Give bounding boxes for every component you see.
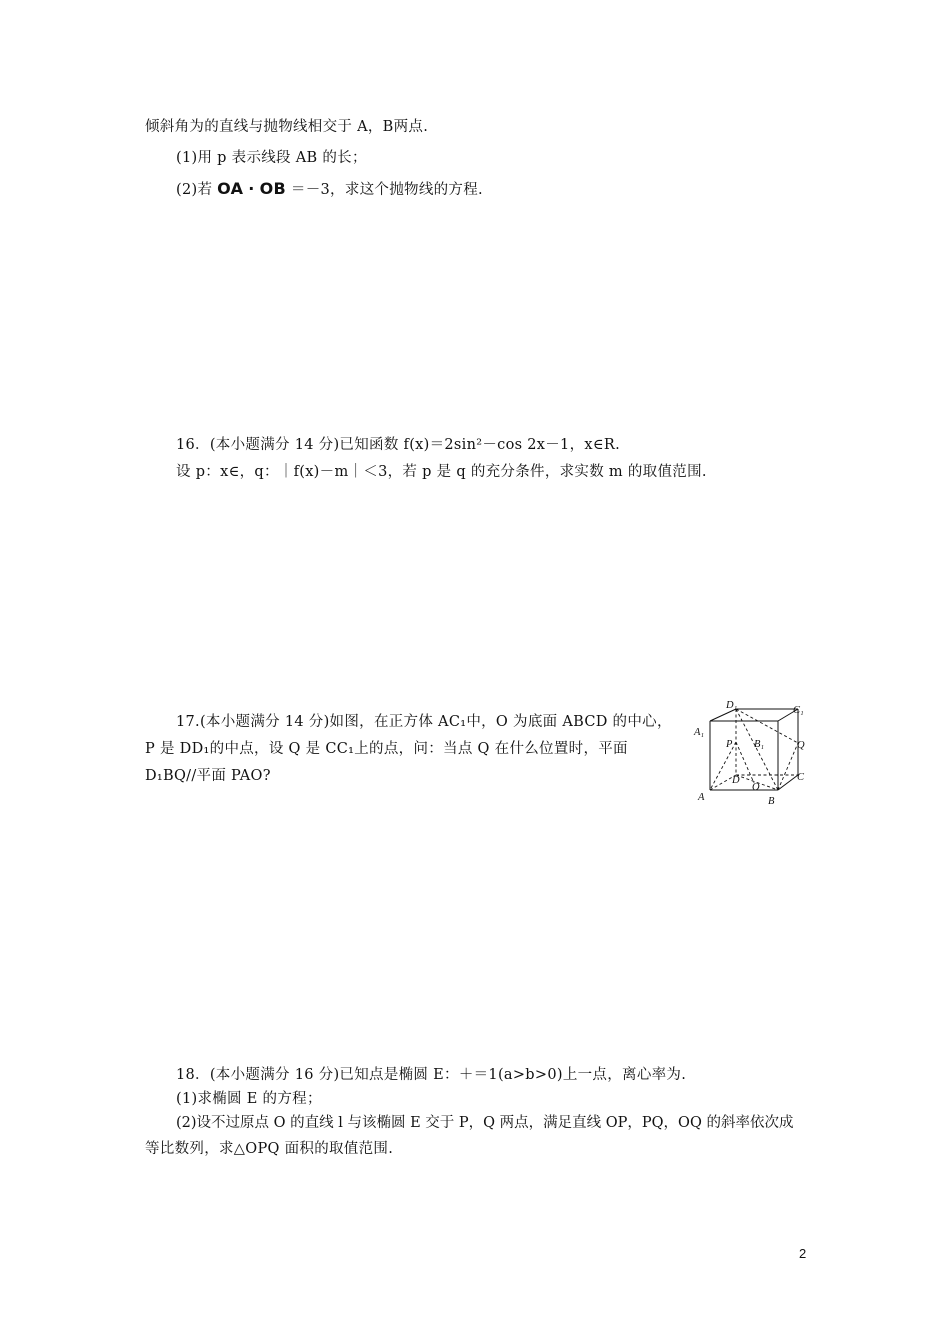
cube-figure	[690, 695, 815, 810]
label-d: D	[732, 775, 740, 786]
page-number: 2	[799, 1246, 807, 1261]
dot-product-symbol: ·	[248, 179, 255, 198]
label-b: B	[768, 796, 775, 807]
q15-part2-suffix: ＝－3，求这个抛物线的方程.	[290, 182, 483, 198]
label-q: Q	[797, 740, 805, 751]
q18-line2: (1)求椭圆 E 的方程；	[176, 1091, 322, 1107]
q15-part2	[176, 180, 483, 199]
q15-part2-prefix: (2)若	[176, 182, 213, 198]
label-c1: C₁	[793, 705, 804, 716]
label-c: C	[797, 772, 805, 783]
label-d1: D₁	[726, 700, 738, 711]
q16-line2: 设 p：x∈，q：｜f(x)－m｜＜3，若 p 是 q 的充分条件，求实数 m 的取值范围.	[176, 464, 707, 480]
label-b1: B₁	[754, 739, 765, 750]
vector-oa: OA	[217, 179, 244, 198]
label-o: O	[752, 782, 760, 793]
q18-line3: (2)设不过原点 O 的直线 l 与该椭圆 E 交于 P，Q 两点，满足直线 OP，PQ，OQ 的斜率依次成	[176, 1115, 794, 1131]
label-a1: A₁	[694, 727, 705, 738]
vector-ob: OB	[259, 179, 286, 198]
q17-line3: D₁BQ//平面 PAO?	[145, 768, 271, 784]
q16-line1: 16．(本小题满分 14 分)已知函数 f(x)＝2sin²－cos 2x－1，x∈R.	[176, 437, 621, 453]
q17-line2: P 是 DD₁的中点，设 Q 是 CC₁上的点，问：当点 Q 在什么位置时，平面	[145, 741, 628, 757]
q17-line1: 17.(本小题满分 14 分)如图，在正方体 AC₁中，O 为底面 ABCD 的中心，	[176, 714, 672, 730]
label-a: A	[698, 792, 705, 803]
q18-line4: 等比数列，求△OPQ 面积的取值范围.	[145, 1141, 394, 1157]
label-p: P	[726, 739, 733, 750]
q18-line1: 18．(本小题满分 16 分)已知点是椭圆 E：＋＝1(a>b>0)上一点，离心率为.	[176, 1067, 687, 1083]
q15-intro: 倾斜角为的直线与抛物线相交于 A，B两点.	[145, 119, 429, 135]
q15-part1: (1)用 p 表示线段 AB 的长；	[176, 150, 367, 166]
